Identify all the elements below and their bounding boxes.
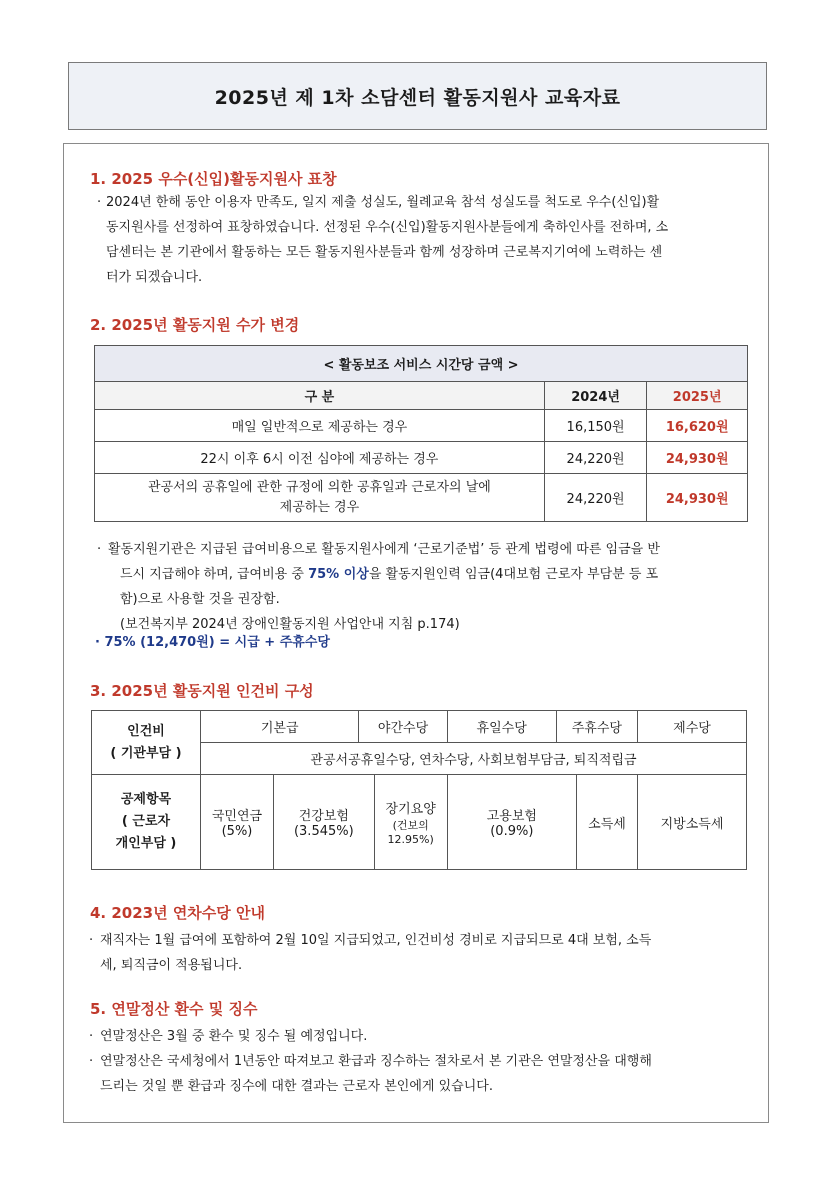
label-line: 인건비 xyxy=(127,723,165,739)
deduction-rate: (3.545%) xyxy=(293,824,354,839)
deduction-label xyxy=(92,775,201,870)
section-1-heading: 1. 2025 우수(신입)활동지원사 표창 xyxy=(90,170,337,188)
section-1-line: 동지원사를 선정하여 표창하였습니다. 선정된 우수(신입)활동지원사분들에게 축하인사를 전하며, 소 xyxy=(106,220,669,235)
deduction-item xyxy=(274,775,375,870)
note-emphasis: 75% 이상 xyxy=(308,567,369,582)
section-1-bullet: · xyxy=(97,195,102,210)
deduction-rate-note: 12.95%) xyxy=(387,833,434,846)
wage-formula: · 75% (12,470원) = 시급 + 주휴수당 xyxy=(95,635,330,650)
deduction-name: 건강보험 xyxy=(298,809,349,824)
section-4-line: 세, 퇴직금이 적용됩니다. xyxy=(100,958,243,973)
note-line xyxy=(108,562,746,587)
page-title: 2025년 제 1차 소담센터 활동지원사 교육자료 xyxy=(214,86,621,109)
section-2-note-bullet: · xyxy=(97,542,102,557)
deduction-rate: (건보의 xyxy=(392,819,429,832)
section-1-paragraph xyxy=(106,190,746,290)
labor-cost-item: 야간수당 xyxy=(359,711,447,743)
labor-cost-item: 휴일수당 xyxy=(447,711,556,743)
section-4-paragraph xyxy=(100,928,746,978)
table-row xyxy=(95,410,748,442)
labor-cost-label xyxy=(92,711,201,775)
section-1-line: 2024년 한해 동안 이용자 만족도, 일지 제출 성실도, 월례교육 참석 성실도를 척도로 우수(신입)활 xyxy=(106,195,660,210)
note-line: 함)으로 사용할 것을 권장함. xyxy=(120,592,280,607)
section-5-bullet: · xyxy=(89,1029,94,1044)
section-3-heading: 3. 2025년 활동지원 인건비 구성 xyxy=(90,682,314,700)
section-1-line: 터가 되겠습니다. xyxy=(106,270,203,285)
wage-row-2025: 24,930원 xyxy=(647,474,748,522)
wage-table-caption: < 활동보조 서비스 시간당 금액 > xyxy=(95,346,748,382)
section-5-paragraph xyxy=(100,1049,746,1099)
wage-col-2024: 2024년 xyxy=(544,382,647,410)
deduction-rate: (0.9%) xyxy=(490,824,534,839)
deduction-item: 지방소득세 xyxy=(638,775,747,870)
wage-col-category: 구 분 xyxy=(95,382,545,410)
section-4-bullet: · xyxy=(89,933,94,948)
note-text: 을 활동지원인력 임금(4대보험 근로자 부담분 등 포 xyxy=(368,567,659,582)
label-line: 공제항목 xyxy=(120,792,172,807)
wage-row-2025: 16,620원 xyxy=(647,410,748,442)
wage-row-2024: 24,220원 xyxy=(544,474,647,522)
section-2-heading: 2. 2025년 활동지원 수가 변경 xyxy=(90,316,300,334)
section-5-heading: 5. 연말정산 환수 및 징수 xyxy=(90,1000,258,1018)
section-4-line: 재직자는 1월 급여에 포함하여 2월 10일 지급되었고, 인건비성 경비로 지급되므로 4대 보험, 소득 xyxy=(100,933,652,948)
section-4-heading: 4. 2023년 연차수당 안내 xyxy=(90,904,265,922)
deduction-name: 고용보험 xyxy=(486,809,537,824)
wage-row-label xyxy=(95,474,545,522)
section-5-bullet: · xyxy=(89,1054,94,1069)
label-line: 개인부담 ) xyxy=(115,836,177,851)
deduction-item xyxy=(447,775,576,870)
wage-row-label: 매일 일반적으로 제공하는 경우 xyxy=(95,410,545,442)
wage-table xyxy=(94,345,748,522)
section-5-line: 연말정산은 국세청에서 1년동안 따져보고 환급과 징수하는 절차로서 본 기관은 연말정산을 대행해 xyxy=(100,1054,652,1069)
labor-cost-table xyxy=(91,710,747,870)
section-2-note xyxy=(108,537,746,637)
labor-cost-extra: 관공서공휴일수당, 연차수당, 사회보험부담금, 퇴직적립금 xyxy=(201,743,747,775)
label-line: ( 기관부담 ) xyxy=(110,745,182,761)
wage-row-label: 22시 이후 6시 이전 심야에 제공하는 경우 xyxy=(95,442,545,474)
deduction-rate: (5%) xyxy=(221,824,253,839)
labor-cost-item: 제수당 xyxy=(638,711,747,743)
note-text: 드시 지급해야 하며, 급여비용 중 xyxy=(120,567,309,582)
note-reference: (보건복지부 2024년 장애인활동지원 사업안내 지침 p.174) xyxy=(120,617,460,632)
section-1-line: 담센터는 본 기관에서 활동하는 모든 활동지원사분들과 함께 성장하며 근로복지기여에 노력하는 센 xyxy=(106,245,663,260)
wage-row-2024: 16,150원 xyxy=(544,410,647,442)
note-line: 활동지원기관은 지급된 급여비용으로 활동지원사에게 ‘근로기준법’ 등 관계 법령에 따른 임금을 반 xyxy=(108,542,660,557)
labor-cost-item: 주휴수당 xyxy=(556,711,637,743)
deduction-name: 장기요양 xyxy=(385,802,436,817)
wage-row-label-line: 제공하는 경우 xyxy=(279,499,360,515)
deduction-name: 국민연금 xyxy=(211,809,263,824)
section-5-line: 드리는 것일 뿐 환급과 징수에 대한 결과는 근로자 본인에게 있습니다. xyxy=(100,1079,493,1094)
deduction-item: 소득세 xyxy=(577,775,638,870)
section-5-line-1: 연말정산은 3월 중 환수 및 징수 될 예정입니다. xyxy=(100,1029,368,1044)
label-line: ( 근로자 xyxy=(121,814,171,829)
wage-row-2024: 24,220원 xyxy=(544,442,647,474)
wage-row-2025: 24,930원 xyxy=(647,442,748,474)
deduction-item xyxy=(201,775,274,870)
wage-row-label-line: 관공서의 공휴일에 관한 규정에 의한 공휴일과 근로자의 날에 xyxy=(147,479,491,495)
table-row xyxy=(95,474,748,522)
title-box xyxy=(68,62,767,130)
labor-cost-item: 기본급 xyxy=(201,711,359,743)
wage-col-2025: 2025년 xyxy=(647,382,748,410)
deduction-item xyxy=(374,775,447,870)
table-row xyxy=(95,442,748,474)
